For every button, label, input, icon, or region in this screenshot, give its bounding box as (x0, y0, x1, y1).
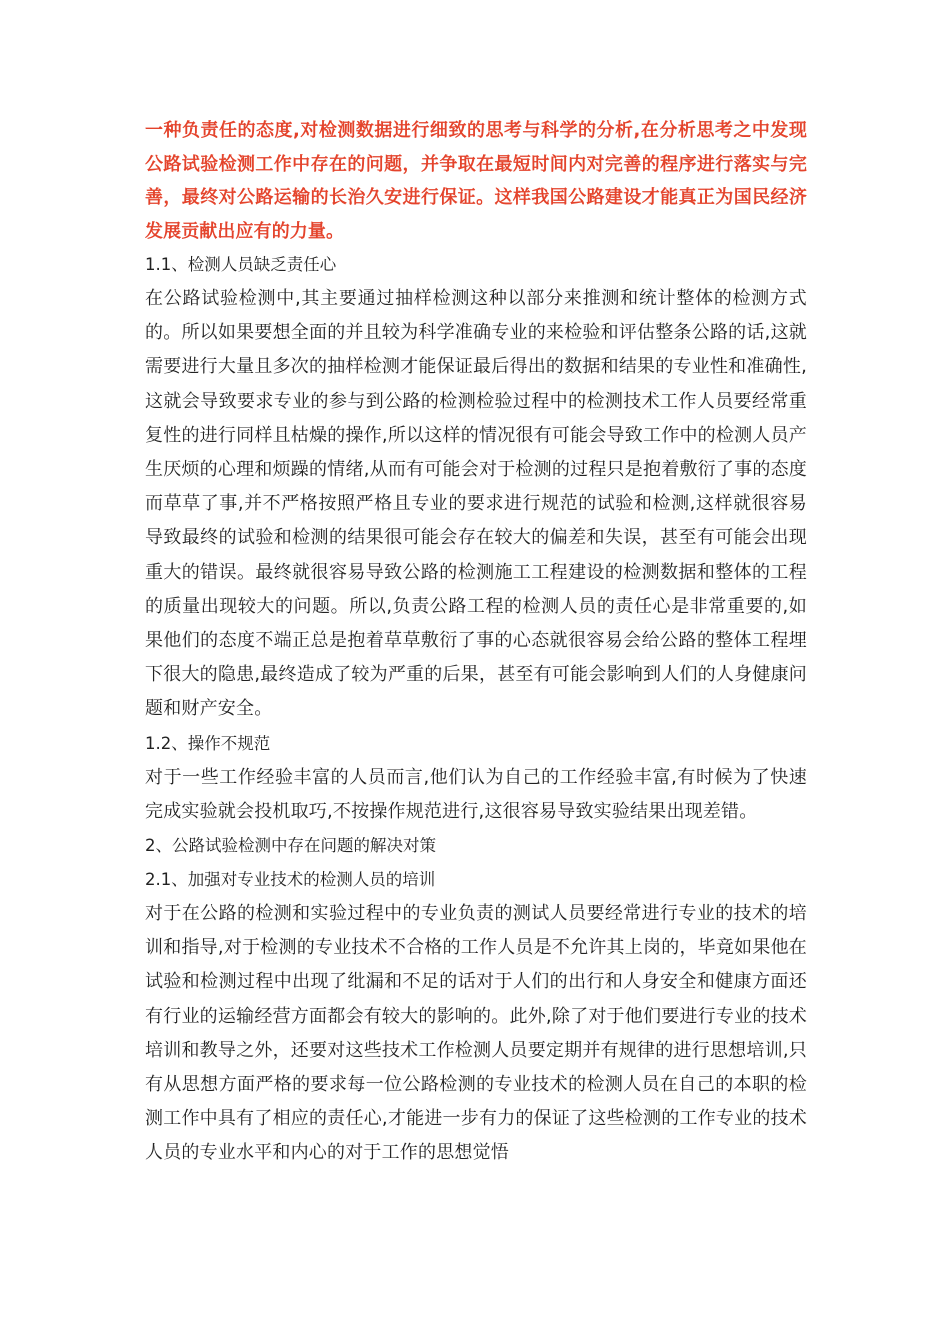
section-1-2-heading: 1.2、操作不规范 (145, 733, 271, 753)
section-1-2-body: 对于一些工作经验丰富的人员而言,他们认为自己的工作经验丰富,有时候为了快速完成实验就会投机取巧,不按操作规范进行,这很容易导致实验结果出现差错。 (145, 766, 807, 822)
section-2-1-heading: 2.1、加强对专业技术的检测人员的培训 (145, 870, 436, 890)
section-2-heading: 2、公路试验检测中存在问题的解决对策 (145, 836, 436, 856)
document-page (145, 114, 807, 1171)
lead-paragraph: 一种负责任的态度,对检测数据进行细致的思考与科学的分析,在分析思考之中发现公路试验检测工作中存在的问题，并争取在最短时间内对完善的程序进行落实与完善，最终对公路运输的长治久安进行保证。这样我国公路建设才能真正为国民经济发展贡献出应有的力量。 (145, 120, 807, 242)
section-2-1-body: 对于在公路的检测和实验过程中的专业负责的测试人员要经常进行专业的技术的培训和指导,对于检测的专业技术不合格的工作人员是不允许其上岗的，毕竟如果他在试验和检测过程中出现了纰漏和不足的话对于人们的出行和人身安全和健康方面还有行业的运输经营方面都会有较大的影响的。此外,除了对于他们要进行专业的技术培训和教导之外，还要对这些技术工作检测人员要定期并有规律的进行思想培训,只有从思想方面严格的要求每一位公路检测的专业技术的检测人员在自己的本职的检测工作中具有了相应的责任心,才能进一步有力的保证了这些检测的工作专业的技术人员的专业水平和内心的对于工作的思想觉悟 (145, 903, 807, 1164)
section-1-1-heading: 1.1、检测人员缺乏责任心 (145, 255, 337, 274)
section-1-1-body: 在公路试验检测中,其主要通过抽样检测这种以部分来推测和统计整体的检测方式的。所以如果要想全面的并且较为科学准确专业的来检验和评估整条公路的话,这就需要进行大量且多次的抽样检测才能保证最后得出的数据和结果的专业性和准确性,这就会导致要求专业的参与到公路的检测检验过程中的检测技术工作人员要经常重复性的进行同样且枯燥的操作,所以这样的情况很有可能会导致工作中的检测人员产生厌烦的心理和烦躁的情绪,从而有可能会对于检测的过程只是抱着敷衍了事的态度而草草了事,并不严格按照严格且专业的要求进行规范的试验和检测,这样就很容易导致最终的试验和检测的结果很可能会存在较大的偏差和失误，甚至有可能会出现重大的错误。最终就很容易导致公路的检测施工工程建设的检测数据和整体的工程的质量出现较大的问题。所以,负责公路工程的检测人员的责任心是非常重要的,如果他们的态度不端正总是抱着草草敷衍了事的心态就很容易会给公路的整体工程埋下很大的隐患,最终造成了较为严重的后果，甚至有可能会影响到人们的人身健康问题和财产安全。 (145, 288, 807, 720)
